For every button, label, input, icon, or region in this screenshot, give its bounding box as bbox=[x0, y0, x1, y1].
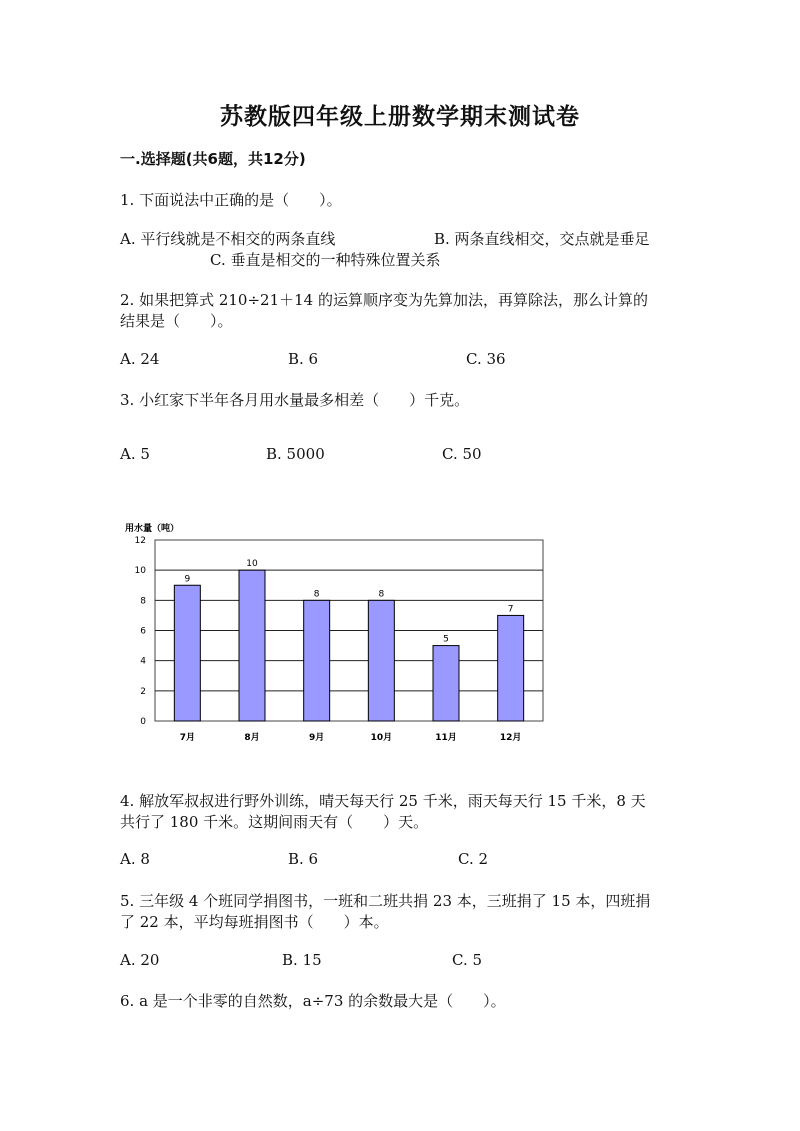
question-4-option-b: B. 6 bbox=[288, 850, 319, 868]
chart-y-axis-label: 用水量（吨） bbox=[125, 524, 180, 534]
question-3-text: 3. 小红家下半年各月用水量最多相差（ ）千克。 bbox=[120, 391, 470, 409]
question-2-text-line-2: 结果是（ ）。 bbox=[120, 312, 233, 330]
question-5-option-a: A. 20 bbox=[120, 951, 160, 969]
question-1-option-b: B. 两条直线相交，交点就是垂足 bbox=[434, 230, 650, 248]
question-4-text-line-2: 共行了 180 千米。这期间雨天有（ ）天。 bbox=[120, 813, 429, 831]
question-4-text-line-1: 4. 解放军叔叔进行野外训练，晴天每天行 25 千米，雨天每天行 15 千米，8 天 bbox=[120, 792, 646, 810]
chart-bar bbox=[174, 585, 200, 721]
question-2-option-a: A. 24 bbox=[120, 350, 160, 368]
chart-x-tick-label: 10月 bbox=[370, 733, 393, 743]
chart-data-label: 10 bbox=[246, 559, 258, 570]
chart-x-tick-label: 11月 bbox=[435, 733, 457, 743]
chart-y-tick-label: 12 bbox=[134, 536, 146, 546]
question-5-option-c: C. 5 bbox=[452, 951, 483, 969]
chart-data-label: 8 bbox=[313, 589, 320, 600]
question-5-text-line-2: 了 22 本，平均每班捐图书（ ）本。 bbox=[120, 913, 389, 931]
chart-data-label: 8 bbox=[378, 589, 385, 600]
chart-bar bbox=[498, 615, 524, 721]
chart-y-tick-label: 2 bbox=[140, 686, 146, 697]
chart-x-tick-label: 7月 bbox=[179, 733, 195, 743]
question-5-text-line-1: 5. 三年级 4 个班同学捐图书，一班和二班共捐 23 本，三班捐了 15 本，四班捐 bbox=[120, 892, 651, 910]
question-3-option-b: B. 5000 bbox=[266, 445, 325, 463]
chart-y-tick-label: 8 bbox=[140, 596, 146, 607]
chart-bar bbox=[368, 600, 394, 721]
chart-data-label: 9 bbox=[184, 574, 191, 585]
chart-y-tick-label: 6 bbox=[140, 626, 146, 637]
page-title: 苏教版四年级上册数学期末测试卷 bbox=[220, 103, 580, 130]
question-3-option-a: A. 5 bbox=[120, 445, 150, 463]
chart-data-label: 5 bbox=[443, 634, 449, 645]
question-3-option-c: C. 50 bbox=[442, 445, 482, 463]
section-heading: 一.选择题(共6题，共12分) bbox=[120, 150, 306, 168]
chart-x-tick-label: 9月 bbox=[309, 733, 325, 743]
question-2-option-c: C. 36 bbox=[466, 350, 506, 368]
question-4-option-c: C. 2 bbox=[458, 850, 489, 868]
chart-x-tick-label: 8月 bbox=[244, 733, 260, 743]
chart-bar bbox=[304, 600, 330, 721]
chart-y-tick-label: 10 bbox=[134, 566, 146, 577]
chart-y-tick-label: 0 bbox=[140, 717, 146, 727]
chart-data-label: 7 bbox=[507, 604, 514, 615]
question-5-option-b: B. 15 bbox=[282, 951, 322, 969]
chart-bar bbox=[239, 570, 265, 721]
chart-y-tick-label: 4 bbox=[140, 656, 146, 667]
question-1-option-a: A. 平行线就是不相交的两条直线 bbox=[120, 230, 336, 248]
question-4-option-a: A. 8 bbox=[120, 850, 150, 868]
question-6-text: 6. a 是一个非零的自然数，a÷73 的余数最大是（ ）。 bbox=[120, 992, 506, 1010]
chart-x-tick-label: 12月 bbox=[499, 733, 522, 743]
question-2-option-b: B. 6 bbox=[288, 350, 319, 368]
question-1-option-c: C. 垂直是相交的一种特殊位置关系 bbox=[210, 251, 441, 269]
question-1-text: 1. 下面说法中正确的是（ ）。 bbox=[120, 191, 342, 209]
chart-bar bbox=[433, 646, 459, 721]
question-2-text-line-1: 2. 如果把算式 210÷21＋14 的运算顺序变为先算加法，再算除法，那么计算的 bbox=[120, 291, 648, 309]
